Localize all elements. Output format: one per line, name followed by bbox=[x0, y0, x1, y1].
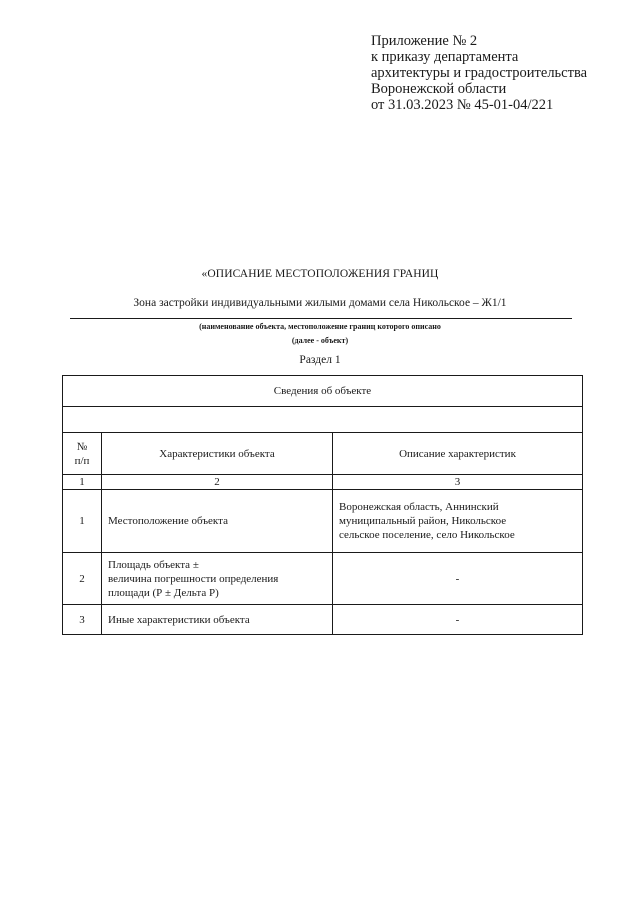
row-num: 2 bbox=[63, 553, 102, 605]
appendix-line: к приказу департамента bbox=[371, 49, 519, 65]
description-line: Воронежская область, Аннинский bbox=[339, 501, 499, 513]
index-cell: 3 bbox=[333, 475, 583, 490]
underline-divider bbox=[70, 318, 572, 319]
document-title: «ОПИСАНИЕ МЕСТОПОЛОЖЕНИЯ ГРАНИЦ bbox=[201, 268, 439, 280]
row-characteristic: Иные характеристики объекта bbox=[102, 605, 333, 635]
appendix-line: архитектуры и градостроительства bbox=[371, 65, 588, 81]
row-description: - bbox=[333, 553, 583, 605]
appendix-line: от 31.03.2023 № 45-01-04/221 bbox=[371, 97, 554, 113]
description-line: муниципальный район, Никольское bbox=[339, 515, 507, 527]
column-header-num-line1: № bbox=[76, 440, 88, 453]
index-cell: 2 bbox=[102, 475, 333, 490]
row-num: 1 bbox=[63, 490, 102, 553]
table-empty-cell bbox=[63, 407, 583, 433]
column-header-num bbox=[63, 433, 102, 475]
characteristic-line: площади (Р ± Дельта Р) bbox=[108, 586, 219, 599]
row-num: 3 bbox=[63, 605, 102, 635]
appendix-line: Воронежской области bbox=[371, 81, 507, 97]
table-spacer-row bbox=[63, 407, 583, 433]
object-name-caption: (наименование объекта, местоположение границ которого описано bbox=[199, 322, 441, 331]
appendix-line: Приложение № 2 bbox=[371, 33, 478, 49]
column-header-characteristics: Характеристики объекта bbox=[102, 433, 333, 475]
row-description: - bbox=[333, 605, 583, 635]
object-name-caption-2: (далее - объект) bbox=[291, 336, 349, 345]
characteristic-line: величина погрешности определения bbox=[108, 572, 279, 585]
index-cell: 1 bbox=[63, 475, 102, 490]
object-name: Зона застройки индивидуальными жилыми домами села Никольское – Ж1/1 bbox=[133, 297, 507, 309]
characteristic-line: Площадь объекта ± bbox=[108, 558, 199, 571]
row-description bbox=[333, 490, 583, 553]
table-index-row bbox=[63, 475, 583, 490]
table-row bbox=[63, 553, 583, 605]
object-info-table bbox=[62, 375, 583, 635]
table-row bbox=[63, 490, 583, 553]
section-title: Раздел 1 bbox=[299, 354, 341, 366]
table-row bbox=[63, 605, 583, 635]
description-line: сельское поселение, село Никольское bbox=[339, 529, 515, 541]
table-header-row bbox=[63, 433, 583, 475]
column-header-description: Описание характеристик bbox=[333, 433, 583, 475]
table-heading-row bbox=[63, 376, 583, 407]
table-heading: Сведения об объекте bbox=[63, 376, 583, 407]
column-header-num-line2: п/п bbox=[74, 454, 90, 467]
appendix-block bbox=[371, 33, 587, 113]
row-characteristic bbox=[102, 553, 333, 605]
row-characteristic: Местоположение объекта bbox=[102, 490, 333, 553]
